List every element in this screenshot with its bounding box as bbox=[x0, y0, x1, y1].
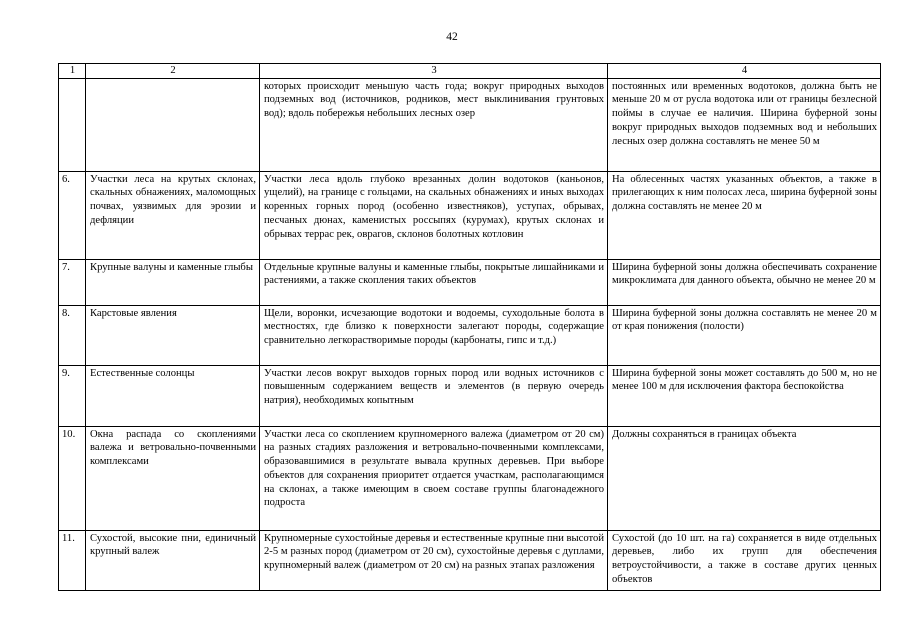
column-header: 3 bbox=[260, 64, 608, 79]
table-row bbox=[59, 426, 881, 530]
object-description: Отдельные крупные валуны и каменные глыбы, покрытые лишайниками и растениями, а также скопления таких объектов bbox=[260, 259, 608, 305]
column-header: 4 bbox=[608, 64, 881, 79]
buffer-requirement: На облесенных частях указанных объектов, а также в прилегающих к ним полосах леса, ширина буферной зоны должна составлять не менее 20 м bbox=[608, 171, 881, 259]
row-number bbox=[59, 78, 86, 171]
buffer-requirement: Ширина буферной зоны может составлять до 500 м, но не менее 100 м для исключения фактора беспокойства bbox=[608, 365, 881, 426]
object-name: Участки леса на крутых склонах, скальных обнажениях, маломощных почвах, уязвимых для эрозии и дефляции bbox=[86, 171, 260, 259]
table-row bbox=[59, 365, 881, 426]
table-row bbox=[59, 305, 881, 365]
table-row bbox=[59, 259, 881, 305]
object-description: Участки леса со скоплением крупномерного валежа (диаметром от 20 см) на разных стадиях разложения и ветровально-почвенными комплексами, образовавшимися в результате вывала крупных деревьев. При выборе объектов для сохранения приоритет отдается участкам, располагающимся на склонах, а также имеющим в своем составе группы благонадежного подроста bbox=[260, 426, 608, 530]
buffer-requirement: постоянных или временных водотоков, должна быть не меньше 20 м от русла водотока или от границы безлесной поймы в случае ее наличия. Ширина буферной зоны вокруг природных выходов подземных вод и небольших лесных озер должна составлять не менее 50 м bbox=[608, 78, 881, 171]
row-number: 7. bbox=[59, 259, 86, 305]
buffer-requirement: Сухостой (до 10 шт. на га) сохраняется в виде отдельных деревьев, либо их групп для обеспечения ветроустойчивости, а также в составе других ценных объектов bbox=[608, 530, 881, 590]
table-header-row bbox=[59, 64, 881, 79]
object-name: Окна распада со скоплениями валежа и ветровально-почвенными комплексами bbox=[86, 426, 260, 530]
column-header: 1 bbox=[59, 64, 86, 79]
column-header: 2 bbox=[86, 64, 260, 79]
object-description: которых происходит меньшую часть года; вокруг природных выходов подземных вод (источников, родников, мест выклинивания грунтовых вод); вдоль побережья небольших лесных озер bbox=[260, 78, 608, 171]
table-row bbox=[59, 78, 881, 171]
object-name: Крупные валуны и каменные глыбы bbox=[86, 259, 260, 305]
object-description: Участки лесов вокруг выходов горных пород или водных источников с повышенным содержанием веществ и элементов (в первую очередь натрия), необходимых копытным bbox=[260, 365, 608, 426]
row-number: 6. bbox=[59, 171, 86, 259]
object-description: Участки леса вдоль глубоко врезанных долин водотоков (каньонов, ущелий), на границе с гольцами, на скальных обнажениях и иных выходах коренных горных пород (особенно известняков), уступах, обрывах, песчаных дюнах, каменистых россыпях (курумах), крутых склонах и обрывах террас рек, оврагов, склонов болотных котловин bbox=[260, 171, 608, 259]
table-row bbox=[59, 171, 881, 259]
object-name: Карстовые явления bbox=[86, 305, 260, 365]
buffer-requirement: Ширина буферной зоны должна составлять не менее 20 м от края понижения (полости) bbox=[608, 305, 881, 365]
object-name bbox=[86, 78, 260, 171]
object-name: Естественные солонцы bbox=[86, 365, 260, 426]
buffer-requirement: Ширина буферной зоны должна обеспечивать сохранение микроклимата для данного объекта, обычно не менее 20 м bbox=[608, 259, 881, 305]
buffer-requirement: Должны сохраняться в границах объекта bbox=[608, 426, 881, 530]
row-number: 9. bbox=[59, 365, 86, 426]
object-description: Крупномерные сухостойные деревья и естественные крупные пни высотой 2-5 м разных пород (диаметром от 20 см), сухостойные деревья с дуплами, крупномерный валеж (диаметром от 20 см) на разных этапах разложения bbox=[260, 530, 608, 590]
object-description: Щели, воронки, исчезающие водотоки и водоемы, суходольные болота в местностях, где близко к поверхности залегают породы, содержащие сравнительно легкорастворимые породы (карбонаты, гипс и т.д.) bbox=[260, 305, 608, 365]
table-row bbox=[59, 530, 881, 590]
row-number: 8. bbox=[59, 305, 86, 365]
object-name: Сухостой, высокие пни, единичный крупный валеж bbox=[86, 530, 260, 590]
page-number: 42 bbox=[446, 31, 458, 43]
row-number: 11. bbox=[59, 530, 86, 590]
forest-objects-table bbox=[58, 63, 881, 591]
row-number: 10. bbox=[59, 426, 86, 530]
